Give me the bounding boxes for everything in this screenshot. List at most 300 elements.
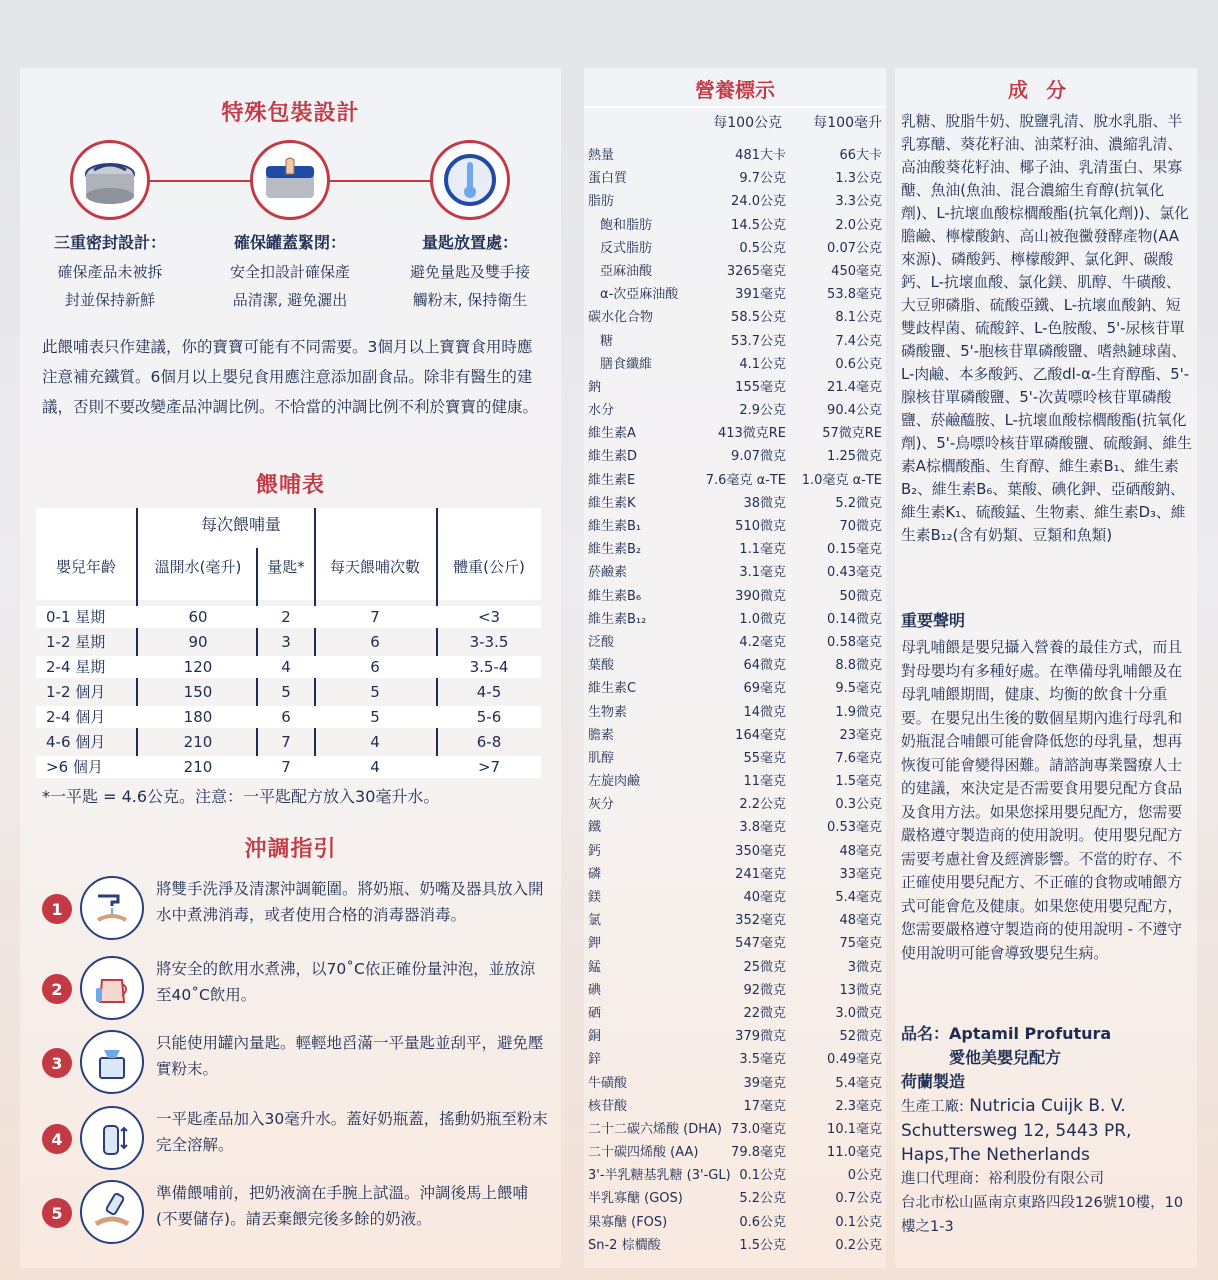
importer-name: 裕利股份有限公司 xyxy=(988,1171,1104,1187)
nutrient-per-100g: 55毫克 xyxy=(743,750,786,766)
nutrition-row xyxy=(584,654,886,677)
importer-address: 台北市松山區南京東路四段126號10樓，10樓之1-3 xyxy=(901,1195,1184,1235)
nutrition-row xyxy=(584,770,886,793)
nutrition-row xyxy=(584,445,886,468)
nutrition-row xyxy=(584,237,886,260)
pkg-desc-scoop-line1: 避免量匙及雙手接 xyxy=(409,263,530,281)
nutrient-name: 維生素D xyxy=(588,449,638,465)
nutrition-row xyxy=(584,840,886,863)
nutrient-name: α-次亞麻油酸 xyxy=(600,287,679,303)
nutrient-name: 維生素B₆ xyxy=(588,588,642,604)
pkg-desc-lid xyxy=(200,258,380,314)
cell-age: >6 個月 xyxy=(46,758,103,776)
nutrient-per-100ml: 9.5毫克 xyxy=(835,681,882,697)
nutrient-per-100g: 7.6毫克 α-TE xyxy=(705,472,786,488)
nutrient-name: 灰分 xyxy=(588,797,615,813)
nutrition-row xyxy=(584,422,886,445)
nutrient-per-100g: 390微克 xyxy=(735,588,786,604)
nutrition-table xyxy=(584,144,886,1257)
nutrition-row xyxy=(584,608,886,631)
nutrition-title: 營養標示 xyxy=(695,78,775,102)
nutrient-per-100g: 2.2公克 xyxy=(739,797,786,813)
nutrient-per-100g: 24.0公克 xyxy=(731,194,786,210)
table-row xyxy=(36,706,541,728)
nutrient-per-100g: 1.5公克 xyxy=(739,1237,786,1253)
nutrition-row xyxy=(584,1234,886,1257)
scoop-icon xyxy=(80,1030,144,1094)
tap-hands-icon xyxy=(80,876,144,940)
manufacturer-info xyxy=(901,1094,1193,1239)
nutrient-name: 葉酸 xyxy=(588,658,615,674)
ingredients-text: 乳糖、脫脂牛奶、脫鹽乳清、脫水乳脂、半乳寡醣、葵花籽油、油菜籽油、濃縮乳清、高油酸葵花籽油、椰子油、乳清蛋白、果寡醣、魚油(魚油、混合濃縮生育醇(抗氧化劑)、L-抗壞血酸棕櫚酸酯(抗氧化劑))、氯化膽鹼、檸檬酸鈉、高山被孢黴發酵產物(AA來源)、磷酸鈣、檸檬酸鉀、氯化鉀、碳酸鈣、L-抗壞血酸、氯化鎂、肌醇、牛磺酸、大豆卵磷脂、硫酸亞鐵、L-抗壞血酸鈉、短雙歧桿菌、硫酸鋅、L-色胺酸、5'-尿核苷單磷酸鹽、5'-胞核苷單磷酸鹽、嗜熱鏈球菌、L-肉鹼、本多酸鈣、乙酸dl-α-生育醇酯、5'-腺核苷單磷酸鹽、5'-次黃嘌呤核苷單磷酸鹽、菸鹼醯胺、L-抗壞血酸棕櫚酸酯(抗氧化劑)、5'-鳥嘌呤核苷單磷酸鹽、硫酸銅、維生素A棕櫚酸酯、生育醇、維生素B₁、維生素B₂、維生素B₆、葉酸、碘化鉀、亞硒酸鈉、維生素K₁、硫酸錳、生物素、維生素D₃、維生素B₁₂(含有奶類、豆類和魚類) xyxy=(901,113,1192,544)
nutrition-row xyxy=(584,909,886,932)
prep-step-3 xyxy=(42,1030,552,1100)
nutrient-name: 維生素A xyxy=(588,426,636,442)
cell-weight: 5-6 xyxy=(476,708,502,726)
nutrition-row xyxy=(584,1048,886,1071)
nutrient-per-100g: 3.1毫克 xyxy=(739,565,786,581)
nutrient-per-100ml: 450毫克 xyxy=(831,263,882,279)
nutrient-per-100ml: 1.3公克 xyxy=(835,171,882,187)
cell-scoop: 2 xyxy=(281,608,291,626)
table-row xyxy=(36,606,541,628)
cell-weight: 3-3.5 xyxy=(469,633,509,651)
col-scoop: 量匙* xyxy=(267,558,305,576)
nutrition-row xyxy=(584,677,886,700)
nutrient-per-100ml: 5.4毫克 xyxy=(835,1075,882,1091)
nutrient-per-100g: 2.9公克 xyxy=(739,403,786,419)
nutrient-name: 菸鹼素 xyxy=(588,565,628,581)
nutrient-per-100ml: 5.2微克 xyxy=(835,495,882,511)
col-water: 溫開水(毫升) xyxy=(154,558,242,576)
triple-seal-icon xyxy=(70,140,150,220)
nutrition-divider xyxy=(584,106,886,108)
nutrient-per-100ml: 8.8微克 xyxy=(835,658,882,674)
nutrition-row xyxy=(584,932,886,955)
nutrient-per-100g: 1.1毫克 xyxy=(739,542,786,558)
nutrient-name: 二十碳四烯酸 (AA) xyxy=(588,1145,699,1161)
scoop-holder-icon xyxy=(430,140,510,220)
nutrition-row xyxy=(584,1187,886,1210)
feeding-title: 餵哺表 xyxy=(255,473,325,498)
nutrient-per-100ml: 0.15毫克 xyxy=(827,542,882,558)
cell-age: 2-4 星期 xyxy=(46,658,106,676)
nutrient-per-100ml: 0公克 xyxy=(847,1168,882,1184)
kettle-icon xyxy=(80,956,144,1020)
nutrient-per-100ml: 50微克 xyxy=(839,588,882,604)
nutrient-name: 3'-半乳糖基乳糖 (3'-GL) xyxy=(588,1168,731,1184)
table-row xyxy=(36,656,541,678)
feeding-group-header: 每次餵哺量 xyxy=(200,515,281,534)
nutrient-per-100g: 510微克 xyxy=(735,519,786,534)
nutrient-per-100g: 3.5毫克 xyxy=(739,1052,786,1068)
cell-weight: <3 xyxy=(477,608,501,626)
cell-age: 1-2 個月 xyxy=(46,683,106,701)
nutrient-per-100g: 14微克 xyxy=(743,704,786,720)
nutrition-row xyxy=(584,306,886,329)
nutrient-name: 維生素B₁₂ xyxy=(588,611,647,627)
nutrient-name: 鈣 xyxy=(588,843,602,859)
nutrition-row xyxy=(584,144,886,167)
nutrient-per-100ml: 3.3公克 xyxy=(835,194,882,210)
nutrition-row xyxy=(584,353,886,376)
nutrient-name: 亞麻油酸 xyxy=(600,263,653,279)
nutrient-name: 碘 xyxy=(588,982,602,998)
scoop-note: *一平匙 = 4.6公克。注意：一平匙配方放入30毫升水。 xyxy=(42,787,440,806)
nutrient-name: 水分 xyxy=(588,403,615,419)
nutrient-per-100ml: 2.3毫克 xyxy=(835,1098,882,1114)
nutrient-name: 銅 xyxy=(588,1029,602,1045)
prep-title: 沖調指引 xyxy=(244,837,337,862)
nutrient-per-100ml: 90.4公克 xyxy=(827,403,882,419)
nutrient-per-100g: 64微克 xyxy=(743,658,786,674)
pkg-label-seal: 三重密封設計： xyxy=(53,233,166,252)
nutrient-per-100g: 53.7公克 xyxy=(731,333,786,349)
nutrient-per-100ml: 10.1毫克 xyxy=(827,1121,882,1137)
pkg-desc-seal-line2: 封並保持新鮮 xyxy=(64,291,155,309)
nutrient-per-100g: 3.8毫克 xyxy=(739,820,786,836)
nutrient-per-100ml: 70微克 xyxy=(839,519,882,534)
nutrient-per-100ml: 0.6公克 xyxy=(835,356,882,372)
nutrient-per-100g: 0.1公克 xyxy=(739,1168,786,1184)
cell-weight: 3.5-4 xyxy=(469,658,509,676)
table-row xyxy=(36,731,541,753)
nutrient-name: 硒 xyxy=(588,1005,602,1021)
nutrient-per-100ml: 0.3公克 xyxy=(835,797,882,813)
shake-bottle-icon xyxy=(80,1106,144,1170)
left-panel xyxy=(20,68,561,1268)
nutrient-per-100g: 352毫克 xyxy=(735,913,786,929)
nutrition-row xyxy=(584,747,886,770)
nutrient-name: 糖 xyxy=(600,333,614,349)
nutrient-name: 維生素C xyxy=(588,681,637,697)
nutrient-per-100ml: 1.5毫克 xyxy=(835,774,882,790)
importer-label: 進口代理商： xyxy=(901,1171,988,1187)
nutrient-name: 反式脂肪 xyxy=(600,240,653,256)
cell-feeds: 6 xyxy=(370,633,380,651)
table-row xyxy=(36,756,541,778)
cell-water: 90 xyxy=(188,633,208,651)
nutrient-name: 二十二碳六烯酸 (DHA) xyxy=(588,1121,722,1137)
nutrient-per-100ml: 7.4公克 xyxy=(835,333,882,349)
nutrient-per-100ml: 23毫克 xyxy=(839,727,882,743)
pkg-desc-lid-line1: 安全扣設計確保產 xyxy=(229,263,350,281)
nutrition-row xyxy=(584,701,886,724)
cell-scoop: 6 xyxy=(281,708,291,726)
nutrient-per-100ml: 7.6毫克 xyxy=(835,750,882,766)
nutrient-per-100g: 92微克 xyxy=(743,982,786,998)
nutrient-per-100g: 73.0毫克 xyxy=(731,1121,786,1137)
cell-water: 180 xyxy=(183,708,213,726)
pkg-desc-seal xyxy=(20,258,200,314)
prep-step-2 xyxy=(42,956,552,1026)
step-number: 3 xyxy=(42,1048,72,1078)
nutrient-per-100g: 25微克 xyxy=(743,959,786,975)
nutrient-per-100ml: 53.8毫克 xyxy=(827,287,882,303)
nutrition-row xyxy=(584,631,886,654)
nutrient-per-100g: 391毫克 xyxy=(735,287,786,303)
nutrition-panel xyxy=(584,68,886,1268)
prep-step-4 xyxy=(42,1106,552,1176)
col-feeds: 每天餵哺次數 xyxy=(329,558,420,576)
packaging-title: 特殊包裝設計 xyxy=(221,101,360,126)
nutrition-row xyxy=(584,330,886,353)
pkg-label-lid: 確保罐蓋緊閉： xyxy=(233,233,346,252)
cell-scoop: 4 xyxy=(281,658,291,676)
nutrient-per-100ml: 3.0微克 xyxy=(835,1005,882,1021)
nutrient-per-100g: 0.6公克 xyxy=(739,1214,786,1230)
cell-scoop: 7 xyxy=(281,758,291,776)
product-origin-text: 荷蘭製造 xyxy=(901,1072,966,1091)
col-weight: 體重(公斤) xyxy=(453,558,525,576)
cell-age: 2-4 個月 xyxy=(46,708,106,726)
nutrient-per-100g: 547毫克 xyxy=(735,936,786,952)
nutrient-name: 肌醇 xyxy=(588,750,615,766)
cell-water: 150 xyxy=(183,683,213,701)
nutrient-per-100ml: 21.4毫克 xyxy=(827,379,882,395)
nutrient-per-100g: 11毫克 xyxy=(743,774,786,790)
ingredients-title: 成分 xyxy=(1008,78,1084,102)
nutrient-per-100g: 413微克RE xyxy=(717,426,786,442)
nutrition-row xyxy=(584,515,886,538)
nutrient-name: 鐵 xyxy=(588,820,602,836)
cell-scoop: 5 xyxy=(281,683,291,701)
cell-weight: 6-8 xyxy=(476,733,502,751)
step-text: 將雙手洗淨及清潔沖調範圍。將奶瓶、奶嘴及器具放入開水中煮沸消毒，或者使用合格的消毒器消毒。 xyxy=(156,880,544,924)
nutrient-name: 鎂 xyxy=(588,890,602,905)
col-age: 嬰兒年齡 xyxy=(55,558,116,576)
nutrient-per-100ml: 5.4毫克 xyxy=(835,890,882,905)
nutrition-row xyxy=(584,863,886,886)
nutrition-row xyxy=(584,585,886,608)
prep-step-5 xyxy=(42,1180,552,1250)
nutrition-row xyxy=(584,214,886,237)
nutrient-per-100g: 5.2公克 xyxy=(739,1191,786,1207)
nutrient-name: 膽素 xyxy=(588,727,615,743)
nutrition-row xyxy=(584,376,886,399)
pkg-label-scoop: 量匙放置處： xyxy=(421,233,518,252)
nutrition-col1-header: 每100公克 xyxy=(713,115,782,131)
nutrient-per-100ml: 0.49毫克 xyxy=(827,1052,882,1068)
cell-age: 1-2 星期 xyxy=(46,633,106,651)
nutrient-per-100ml: 2.0公克 xyxy=(835,217,882,233)
nutrient-per-100g: 3265毫克 xyxy=(726,263,786,279)
nutrition-row xyxy=(584,190,886,213)
feeding-table-header xyxy=(36,508,541,600)
nutrient-name: 鉀 xyxy=(588,936,602,952)
nutrition-row xyxy=(584,979,886,1002)
step-text: 將安全的飲用水煮沸，以70˚C依正確份量沖泡，並放涼至40˚C飲用。 xyxy=(156,960,536,1004)
nutrition-row xyxy=(584,561,886,584)
step-number: 1 xyxy=(42,894,72,924)
step-text: 一平匙產品加入30毫升水。蓋好奶瓶蓋，搖動奶瓶至粉末完全溶解。 xyxy=(156,1110,548,1154)
product-origin xyxy=(901,1070,1193,1094)
nutrient-per-100ml: 52微克 xyxy=(839,1029,882,1045)
nutrient-name: 錳 xyxy=(588,959,602,975)
cell-feeds: 4 xyxy=(370,733,380,751)
nutrition-row xyxy=(584,1072,886,1095)
product-name-line xyxy=(901,1022,1193,1046)
ingredients-panel xyxy=(895,68,1197,1268)
nutrition-row xyxy=(584,1002,886,1025)
nutrient-per-100ml: 1.0毫克 α-TE xyxy=(801,472,882,488)
important-title: 重要聲明 xyxy=(901,611,966,630)
cell-water: 210 xyxy=(183,758,213,776)
cell-water: 210 xyxy=(183,733,213,751)
nutrition-row xyxy=(584,469,886,492)
nutrient-per-100ml: 1.9微克 xyxy=(835,704,882,720)
step-number: 4 xyxy=(42,1124,72,1154)
nutrition-row xyxy=(584,1141,886,1164)
nutrient-name: Sn-2 棕櫚酸 xyxy=(588,1237,661,1253)
cell-age: 0-1 星期 xyxy=(46,608,106,626)
nutrient-name: 泛酸 xyxy=(588,634,615,650)
product-name-label: 品名： xyxy=(901,1024,950,1043)
nutrient-per-100g: 39毫克 xyxy=(743,1075,786,1091)
nutrient-name: 維生素E xyxy=(588,472,636,488)
nutrient-per-100ml: 48毫克 xyxy=(839,913,882,929)
nutrient-per-100g: 14.5公克 xyxy=(731,217,786,233)
nutrient-per-100g: 17毫克 xyxy=(743,1098,786,1114)
nutrient-name: 鈉 xyxy=(588,379,602,395)
nutrient-per-100ml: 13微克 xyxy=(839,982,882,998)
nutrient-name: 牛磺酸 xyxy=(588,1075,628,1091)
nutrient-per-100ml: 11.0毫克 xyxy=(827,1145,882,1161)
factory-address: Nutricia Cuijk B. V. Schuttersweg 12, 5443 PR, Haps,The Netherlands xyxy=(901,1096,1132,1165)
nutrient-per-100ml: 48毫克 xyxy=(839,843,882,859)
table-row xyxy=(36,681,541,703)
nutrient-per-100g: 379微克 xyxy=(735,1029,786,1045)
nutrition-row xyxy=(584,1025,886,1048)
cell-water: 120 xyxy=(183,658,213,676)
nutrient-per-100g: 38微克 xyxy=(743,495,786,511)
step-number: 2 xyxy=(42,974,72,1004)
pkg-desc-scoop xyxy=(380,258,560,314)
nutrient-name: 膳食纖維 xyxy=(600,356,653,372)
nutrient-per-100ml: 33毫克 xyxy=(839,866,882,882)
feeding-notice: 此餵哺表只作建議，你的寶寶可能有不同需要。3個月以上寶寶食用時應注意補充鐵質。6個月以上嬰兒食用應注意添加副食品。除非有醫生的建議，否則不要改變產品沖調比例。不恰當的沖調比例不利於寶寶的健康。 xyxy=(42,338,539,416)
nutrient-name: 維生素B₁ xyxy=(588,519,642,534)
nutrient-name: 維生素B₂ xyxy=(588,542,642,558)
nutrient-per-100g: 155毫克 xyxy=(735,379,786,395)
nutrient-name: 飽和脂肪 xyxy=(600,217,653,233)
importer-line xyxy=(901,1167,1193,1191)
nutrient-per-100ml: 3微克 xyxy=(847,959,882,975)
nutrition-row xyxy=(584,1095,886,1118)
cell-feeds: 4 xyxy=(370,758,380,776)
nutrient-per-100g: 350毫克 xyxy=(735,843,786,859)
nutrition-row xyxy=(584,1164,886,1187)
wrist-test-icon xyxy=(80,1180,144,1244)
step-number: 5 xyxy=(42,1198,72,1228)
important-text: 母乳哺餵是嬰兒攝入營養的最佳方式，而且對母嬰均有多種好處。在準備母乳哺餵及在母乳哺餵期間，健康、均衡的飲食十分重要。在嬰兒出生後的數個星期內進行母乳和奶瓶混合哺餵可能會降低您的母乳量，想再恢復可能會變得困難。請諮詢專業醫療人士的建議，來決定是否需要食用嬰兒配方食品及食用方法。如果您採用嬰兒配方，您需要嚴格遵守製造商的使用說明。使用嬰兒配方需要考慮社會及經濟影響。不當的貯存、不正確使用嬰兒配方、不正確的食物或哺餵方式可能會危及健康。如果您使用嬰兒配方，您需要嚴格遵守製造商的使用說明 - 不遵守使用說明可能會導致嬰兒生病。 xyxy=(901,639,1183,962)
cell-scoop: 7 xyxy=(281,733,291,751)
product-name-zh-text: 愛他美嬰兒配方 xyxy=(949,1048,1062,1067)
lid-close-icon xyxy=(250,140,330,220)
nutrient-per-100ml: 0.14微克 xyxy=(827,611,882,627)
nutrient-per-100g: 4.1公克 xyxy=(739,356,786,372)
cell-water: 60 xyxy=(188,608,208,626)
nutrition-row xyxy=(584,399,886,422)
pkg-desc-lid-line2: 品清潔, 避免灑出 xyxy=(232,291,348,309)
nutrient-per-100g: 40毫克 xyxy=(743,890,786,905)
nutrient-per-100ml: 57微克RE xyxy=(822,426,882,442)
nutrition-row xyxy=(584,956,886,979)
cell-feeds: 6 xyxy=(370,658,380,676)
nutrient-name: 果寡醣 (FOS) xyxy=(588,1214,668,1230)
nutrient-name: 核苷酸 xyxy=(588,1098,628,1114)
pkg-desc-seal-line1: 確保產品未被拆 xyxy=(57,263,163,281)
nutrition-row xyxy=(584,1118,886,1141)
cell-feeds: 7 xyxy=(370,608,380,626)
nutrient-per-100g: 58.5公克 xyxy=(731,310,786,326)
nutrient-per-100g: 79.8毫克 xyxy=(731,1145,786,1161)
product-name-en: Aptamil Profutura xyxy=(949,1024,1112,1043)
prep-step-1 xyxy=(42,876,552,946)
nutrition-row xyxy=(584,724,886,747)
nutrition-row xyxy=(584,793,886,816)
nutrition-row xyxy=(584,1211,886,1234)
nutrient-per-100g: 241毫克 xyxy=(735,866,786,882)
product-name-zh xyxy=(901,1046,1193,1070)
nutrient-name: 生物素 xyxy=(588,704,628,720)
cell-feeds: 5 xyxy=(370,683,380,701)
nutrition-row xyxy=(584,886,886,909)
nutrient-name: 熱量 xyxy=(588,148,615,163)
nutrient-per-100g: 69毫克 xyxy=(743,681,786,697)
table-row xyxy=(36,631,541,653)
nutrient-per-100g: 9.7公克 xyxy=(739,171,786,187)
nutrient-per-100ml: 0.1公克 xyxy=(835,1214,882,1230)
nutrient-per-100ml: 75毫克 xyxy=(839,936,882,952)
nutrient-name: 半乳寡醣 (GOS) xyxy=(588,1191,683,1207)
nutrient-per-100g: 1.0微克 xyxy=(739,611,786,627)
nutrition-row xyxy=(584,260,886,283)
nutrient-per-100ml: 0.2公克 xyxy=(835,1237,882,1253)
nutrient-per-100g: 164毫克 xyxy=(735,727,786,743)
nutrient-name: 氯 xyxy=(588,913,602,929)
step-text: 只能使用罐內量匙。輕輕地舀滿一平量匙並刮平，避免壓實粉末。 xyxy=(156,1034,544,1078)
factory-label: 生產工廠: xyxy=(901,1099,964,1115)
nutrient-name: 維生素K xyxy=(588,495,636,511)
nutrient-per-100g: 481大卡 xyxy=(735,148,786,163)
nutrient-name: 左旋肉鹼 xyxy=(588,774,641,790)
cell-feeds: 5 xyxy=(370,708,380,726)
nutrient-per-100ml: 1.25微克 xyxy=(827,449,882,465)
nutrient-name: 鋅 xyxy=(588,1052,602,1068)
cell-scoop: 3 xyxy=(281,633,291,651)
nutrient-per-100ml: 8.1公克 xyxy=(835,310,882,326)
nutrient-per-100ml: 0.53毫克 xyxy=(827,820,882,836)
nutrient-per-100ml: 0.43毫克 xyxy=(827,565,882,581)
nutrient-name: 蛋白質 xyxy=(588,171,628,187)
nutrient-name: 碳水化合物 xyxy=(588,310,654,326)
nutrient-per-100g: 22微克 xyxy=(743,1005,786,1021)
nutrient-per-100ml: 0.58毫克 xyxy=(827,634,882,650)
nutrient-per-100ml: 66大卡 xyxy=(839,148,882,163)
nutrition-row xyxy=(584,167,886,190)
nutrient-per-100g: 9.07微克 xyxy=(731,449,786,465)
product-info xyxy=(901,1022,1193,1094)
nutrient-per-100ml: 0.07公克 xyxy=(827,240,882,256)
nutrient-per-100g: 4.2毫克 xyxy=(739,634,786,650)
nutrition-row xyxy=(584,283,886,306)
nutrient-per-100ml: 0.7公克 xyxy=(835,1191,882,1207)
nutrition-row xyxy=(584,816,886,839)
nutrient-name: 脂肪 xyxy=(588,194,615,210)
nutrient-name: 磷 xyxy=(588,866,602,882)
nutrition-row xyxy=(584,538,886,561)
